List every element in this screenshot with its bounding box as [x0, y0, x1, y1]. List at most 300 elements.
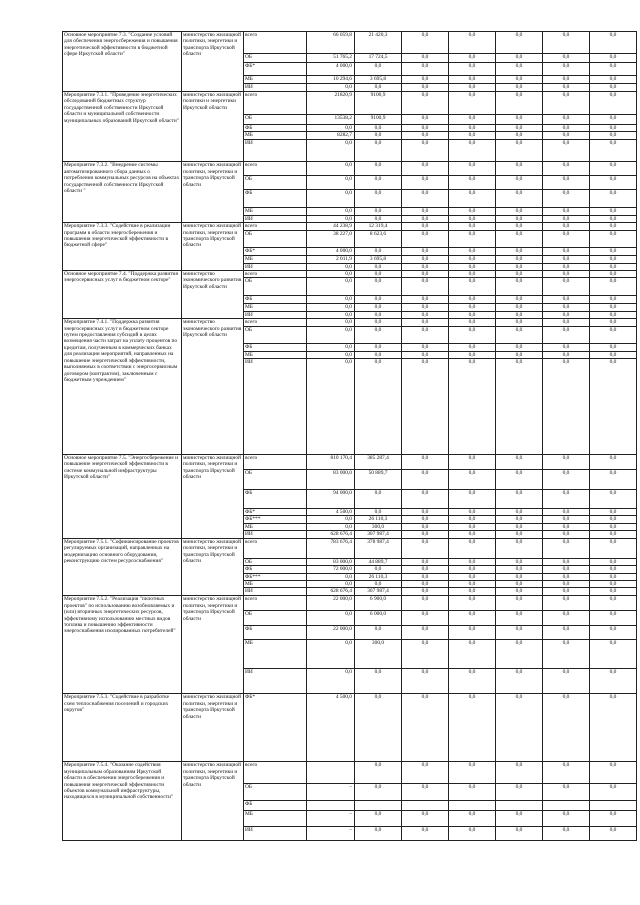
- value-cell: 0,0: [543, 132, 590, 140]
- value-cell: 21 420,3: [355, 32, 402, 54]
- value-cell: 0,0: [449, 611, 496, 626]
- value-cell: 0,0: [590, 231, 637, 248]
- executor-cell: министерство жилищной политики, энергетики и транспорта Иркутской области: [182, 596, 244, 694]
- value-cell: 0,0: [590, 558, 637, 565]
- value-cell: 0,0: [402, 223, 449, 231]
- funding-source-cell: МБ: [244, 523, 307, 530]
- budget-table: [62, 31, 637, 841]
- value-cell: 0,0: [402, 566, 449, 573]
- value-cell: 0,0: [590, 588, 637, 596]
- value-cell: 0,0: [496, 811, 543, 827]
- funding-source-cell: всего: [244, 271, 307, 278]
- value-cell: 0,0: [355, 319, 402, 326]
- value-cell: 0,0: [496, 762, 543, 784]
- value-cell: 0,0: [402, 626, 449, 640]
- value-cell: 0,0: [543, 523, 590, 530]
- funding-source-cell: ИИ: [244, 263, 307, 270]
- value-cell: 0,0: [543, 596, 590, 611]
- value-cell: 0,0: [543, 63, 590, 76]
- value-cell: 0,0: [307, 208, 355, 215]
- value-cell: 0,0: [543, 296, 590, 304]
- value-cell: 0,0: [449, 319, 496, 326]
- value-cell: 0,0: [402, 694, 449, 762]
- value-cell: 0,0: [449, 92, 496, 115]
- value-cell: 0,0: [590, 762, 637, 784]
- funding-source-cell: МБ: [244, 811, 307, 827]
- value-cell: 0,0: [402, 256, 449, 263]
- value-cell: 0,0: [590, 359, 637, 455]
- value-cell: 0,0: [590, 263, 637, 270]
- value-cell: 0,0: [449, 626, 496, 640]
- funding-source-cell: ИИ: [244, 588, 307, 596]
- value-cell: 4 500,0: [307, 509, 355, 516]
- value-cell: 0,0: [307, 176, 355, 190]
- value-cell: 0,0: [449, 694, 496, 762]
- value-cell: 0,0: [543, 319, 590, 326]
- value-cell: 0,0: [402, 278, 449, 296]
- value-cell: 0,0: [543, 115, 590, 125]
- table-row: [63, 319, 637, 326]
- value-cell: 0,0: [402, 162, 449, 176]
- value-cell: 26 110,3: [355, 516, 402, 523]
- value-cell: 0,0: [496, 231, 543, 248]
- funding-source-cell: ФБ*: [244, 63, 307, 76]
- value-cell: 22 000,0: [307, 626, 355, 640]
- value-cell: 0,0: [590, 611, 637, 626]
- value-cell: 0,0: [402, 538, 449, 558]
- value-cell: 307 987,4: [355, 531, 402, 538]
- value-cell: [543, 801, 590, 811]
- table-row: [63, 271, 637, 278]
- executor-cell: министерство жилищной политики, энергетики и транспорта Иркутской области: [182, 455, 244, 539]
- value-cell: 3 695,8: [355, 256, 402, 263]
- value-cell: 0,0: [449, 490, 496, 509]
- funding-source-cell: ФБ: [244, 626, 307, 640]
- activity-name-cell: Мероприятие 7.3.1. "Проведение энергетических обследований бюджетных структур государственной собственности Иркутской области и муниципальной собственности муниципальных образований Иркутской области": [63, 92, 182, 162]
- value-cell: 0,0: [449, 162, 496, 176]
- value-cell: 0,0: [307, 263, 355, 270]
- value-cell: 0,0: [355, 125, 402, 132]
- value-cell: 0,0: [496, 125, 543, 132]
- value-cell: 0,0: [590, 296, 637, 304]
- value-cell: 0,0: [496, 538, 543, 558]
- funding-source-cell: всего: [244, 596, 307, 611]
- value-cell: 3 695,8: [355, 76, 402, 84]
- value-cell: 0,0: [402, 32, 449, 54]
- value-cell: 0,0: [355, 326, 402, 343]
- funding-source-cell: МБ: [244, 640, 307, 669]
- funding-source-cell: ИИ: [244, 531, 307, 538]
- funding-source-cell: ОБ: [244, 115, 307, 125]
- executor-cell: министерство жилищной политики, энергетики и транспорта Иркутской области: [182, 223, 244, 271]
- value-cell: 0,0: [543, 827, 590, 841]
- funding-source-cell: ФБ: [244, 566, 307, 573]
- funding-source-cell: ИИ: [244, 359, 307, 455]
- value-cell: 26 110,3: [355, 573, 402, 580]
- value-cell: 0,0: [449, 827, 496, 841]
- value-cell: –: [307, 811, 355, 827]
- value-cell: 0,0: [449, 54, 496, 63]
- value-cell: 94 000,0: [307, 490, 355, 509]
- funding-source-cell: всего: [244, 319, 307, 326]
- value-cell: 0,0: [449, 509, 496, 516]
- value-cell: 0,0: [355, 271, 402, 278]
- value-cell: 0,0: [543, 256, 590, 263]
- value-cell: 6 000,0: [355, 611, 402, 626]
- value-cell: 0,0: [590, 490, 637, 509]
- value-cell: [402, 801, 449, 811]
- value-cell: 0,0: [402, 588, 449, 596]
- value-cell: 0,0: [402, 455, 449, 470]
- value-cell: 0,0: [590, 190, 637, 208]
- value-cell: [307, 801, 355, 811]
- activity-name-cell: Мероприятие 7.5.3. "Содействие в разработке схем теплоснабжения поселений и городских округов": [63, 694, 182, 762]
- value-cell: 628 676,4: [307, 531, 355, 538]
- value-cell: 0,0: [590, 669, 637, 694]
- value-cell: 0,0: [402, 359, 449, 455]
- value-cell: 0,0: [590, 784, 637, 801]
- executor-cell: министерство жилищной политики, энергетики и транспорта Иркутской области: [182, 538, 244, 596]
- value-cell: 0,0: [496, 640, 543, 669]
- value-cell: 0,0: [543, 162, 590, 176]
- value-cell: 0,0: [449, 304, 496, 311]
- value-cell: 0,0: [590, 470, 637, 490]
- value-cell: 0,0: [402, 319, 449, 326]
- value-cell: [496, 801, 543, 811]
- value-cell: 0,0: [543, 573, 590, 580]
- value-cell: 0,0: [402, 76, 449, 84]
- value-cell: 0,0: [402, 596, 449, 611]
- table-row: [63, 92, 637, 115]
- value-cell: 0,0: [355, 509, 402, 516]
- value-cell: 0,0: [355, 762, 402, 784]
- value-cell: 0,0: [355, 490, 402, 509]
- funding-source-cell: ОБ: [244, 611, 307, 626]
- value-cell: 0,0: [449, 256, 496, 263]
- value-cell: 0,0: [355, 359, 402, 455]
- value-cell: 0,0: [449, 516, 496, 523]
- value-cell: 0,0: [496, 271, 543, 278]
- funding-source-cell: всего: [244, 223, 307, 231]
- value-cell: 0,0: [402, 558, 449, 565]
- value-cell: 0,0: [543, 811, 590, 827]
- value-cell: 0,0: [449, 63, 496, 76]
- value-cell: 0,0: [496, 248, 543, 256]
- funding-source-cell: ИИ: [244, 311, 307, 318]
- funding-source-cell: ФБ*: [244, 509, 307, 516]
- value-cell: 0,0: [402, 296, 449, 304]
- value-cell: 0,0: [543, 611, 590, 626]
- value-cell: 0,0: [355, 626, 402, 640]
- table-body: [63, 32, 637, 841]
- activity-name-cell: Основное мероприятие 7.3. "Создание условий для обеспечения энергосбережения и повышения энергетической эффективности в бюджетной сфере Иркутской области": [63, 32, 182, 92]
- value-cell: 0,0: [449, 215, 496, 222]
- value-cell: 0,0: [543, 248, 590, 256]
- value-cell: 0,0: [402, 125, 449, 132]
- value-cell: 0,0: [496, 351, 543, 358]
- value-cell: 12 319,4: [355, 223, 402, 231]
- funding-source-cell: ИИ: [244, 827, 307, 841]
- funding-source-cell: ФБ: [244, 801, 307, 811]
- value-cell: 0,0: [590, 208, 637, 215]
- funding-source-cell: ФБ***: [244, 573, 307, 580]
- funding-source-cell: ФБ***: [244, 516, 307, 523]
- value-cell: –: [307, 784, 355, 801]
- value-cell: 0,0: [449, 84, 496, 92]
- value-cell: 0,0: [307, 359, 355, 455]
- value-cell: 0,0: [496, 596, 543, 611]
- value-cell: 0,0: [543, 32, 590, 54]
- value-cell: 66 059,8: [307, 32, 355, 54]
- value-cell: 0,0: [496, 319, 543, 326]
- value-cell: 0,0: [590, 140, 637, 162]
- funding-source-cell: ОБ: [244, 176, 307, 190]
- value-cell: 0,0: [449, 296, 496, 304]
- value-cell: 0,0: [355, 304, 402, 311]
- value-cell: 0,0: [402, 640, 449, 669]
- executor-cell: министерство жилищной политики, энергетики и транспорта Иркутской области: [182, 32, 244, 92]
- value-cell: 0,0: [590, 162, 637, 176]
- funding-source-cell: ФБ*: [244, 694, 307, 762]
- value-cell: 8 623,6: [355, 231, 402, 248]
- funding-source-cell: ФБ: [244, 296, 307, 304]
- value-cell: 0,0: [402, 176, 449, 190]
- value-cell: 0,0: [543, 304, 590, 311]
- value-cell: 0,0: [402, 140, 449, 162]
- value-cell: 0,0: [496, 304, 543, 311]
- value-cell: 0,0: [496, 54, 543, 63]
- funding-source-cell: ОБ: [244, 54, 307, 63]
- value-cell: 0,0: [543, 558, 590, 565]
- value-cell: 0,0: [449, 223, 496, 231]
- value-cell: 0,0: [590, 566, 637, 573]
- value-cell: 0,0: [307, 343, 355, 351]
- value-cell: 300,0: [355, 523, 402, 530]
- value-cell: 0,0: [590, 811, 637, 827]
- value-cell: 0,0: [543, 588, 590, 596]
- value-cell: 0,0: [307, 271, 355, 278]
- value-cell: 0,0: [496, 63, 543, 76]
- value-cell: 0,0: [355, 208, 402, 215]
- value-cell: 0,0: [590, 92, 637, 115]
- funding-source-cell: ФБ: [244, 343, 307, 351]
- value-cell: 0,0: [496, 470, 543, 490]
- value-cell: 0,0: [543, 231, 590, 248]
- value-cell: [307, 762, 355, 784]
- value-cell: 44 238,9: [307, 223, 355, 231]
- value-cell: 0,0: [307, 640, 355, 669]
- value-cell: 0,0: [496, 694, 543, 762]
- value-cell: 0,0: [402, 311, 449, 318]
- executor-cell: министерство жилищной политики, энергетики и транспорта Иркутской области: [182, 762, 244, 841]
- value-cell: 0,0: [307, 278, 355, 296]
- value-cell: 0,0: [355, 694, 402, 762]
- value-cell: 0,0: [355, 351, 402, 358]
- value-cell: 0,0: [590, 63, 637, 76]
- funding-source-cell: ОБ: [244, 470, 307, 490]
- value-cell: 0,0: [590, 125, 637, 132]
- value-cell: 0,0: [402, 304, 449, 311]
- value-cell: 38 227,0: [307, 231, 355, 248]
- value-cell: 0,0: [402, 509, 449, 516]
- value-cell: 51 765,2: [307, 54, 355, 63]
- value-cell: 0,0: [449, 558, 496, 565]
- value-cell: 0,0: [355, 190, 402, 208]
- value-cell: 0,0: [496, 558, 543, 565]
- value-cell: 0,0: [449, 271, 496, 278]
- table-row: [63, 455, 637, 470]
- value-cell: 0,0: [355, 176, 402, 190]
- executor-cell: министерство жилищной политики и энергетики Иркутской области: [182, 92, 244, 162]
- activity-name-cell: Мероприятие 7.5.4. "Оказание содействия муниципальным образованиям Иркутской области в обеспечении энергосбережения и повышения энергетической эффективности объектов коммунальной инфраструктуры, находящихся в муниципальной собственности": [63, 762, 182, 841]
- value-cell: 0,0: [543, 125, 590, 132]
- value-cell: 628 676,4: [307, 588, 355, 596]
- value-cell: 0,0: [496, 92, 543, 115]
- value-cell: 0,0: [496, 516, 543, 523]
- value-cell: 0,0: [402, 351, 449, 358]
- value-cell: 9100,9: [355, 92, 402, 115]
- value-cell: 0,0: [496, 76, 543, 84]
- funding-source-cell: всего: [244, 92, 307, 115]
- funding-source-cell: всего: [244, 162, 307, 176]
- value-cell: 0,0: [543, 640, 590, 669]
- table-row: [63, 32, 637, 54]
- value-cell: 0,0: [543, 531, 590, 538]
- funding-source-cell: всего: [244, 455, 307, 470]
- value-cell: 0,0: [543, 694, 590, 762]
- value-cell: 0,0: [449, 32, 496, 54]
- activity-name-cell: Мероприятие 7.5.1. "Софинансирование проектов регулируемых организаций, направленных на модернизацию основного оборудования, реконструкцию систем ресурсоснабжения": [63, 538, 182, 596]
- value-cell: 0,0: [307, 326, 355, 343]
- value-cell: 0,0: [449, 359, 496, 455]
- value-cell: 0,0: [496, 215, 543, 222]
- value-cell: 0,0: [402, 523, 449, 530]
- value-cell: 0,0: [590, 132, 637, 140]
- value-cell: 0,0: [307, 140, 355, 162]
- value-cell: 0,0: [590, 54, 637, 63]
- value-cell: 0,0: [307, 523, 355, 530]
- executor-cell: министерство жилищной политики, энергетики и транспорта Иркутской области: [182, 694, 244, 762]
- value-cell: 0,0: [496, 115, 543, 125]
- value-cell: 0,0: [449, 343, 496, 351]
- value-cell: 0,0: [590, 694, 637, 762]
- value-cell: 0,0: [402, 531, 449, 538]
- value-cell: 0,0: [355, 343, 402, 351]
- value-cell: 0,0: [543, 326, 590, 343]
- value-cell: 0,0: [355, 278, 402, 296]
- value-cell: 0,0: [307, 125, 355, 132]
- value-cell: 783 676,4: [307, 538, 355, 558]
- activity-name-cell: Мероприятие 7.3.2. "Внедрение системы автоматизированного сбора данных о потреблении коммунальных ресурсов на объектах государственной собственности Иркутской области ": [63, 162, 182, 223]
- value-cell: 0,0: [402, 326, 449, 343]
- funding-source-cell: всего: [244, 538, 307, 558]
- value-cell: 0,0: [449, 784, 496, 801]
- value-cell: 0,0: [402, 215, 449, 222]
- value-cell: 0,0: [496, 140, 543, 162]
- value-cell: 0,0: [543, 92, 590, 115]
- value-cell: [449, 801, 496, 811]
- value-cell: 0,0: [590, 531, 637, 538]
- value-cell: 0,0: [496, 573, 543, 580]
- value-cell: 0,0: [402, 132, 449, 140]
- activity-name-cell: Мероприятие 7.5.2. "Реализация "пилотных проектов" по использованию возобновляемых и (или) вторичных энергетических ресурсов, эффективному использованию местных видов топлива и повышению эффективности энергоснабжения изолированных потребителей": [63, 596, 182, 694]
- value-cell: 0,0: [307, 84, 355, 92]
- value-cell: 0,0: [449, 573, 496, 580]
- value-cell: 83 000,0: [307, 558, 355, 565]
- value-cell: 0,0: [449, 248, 496, 256]
- value-cell: 0,0: [543, 54, 590, 63]
- value-cell: 0,0: [355, 263, 402, 270]
- value-cell: 0,0: [449, 115, 496, 125]
- value-cell: 0,0: [496, 256, 543, 263]
- value-cell: 72 000,0: [307, 566, 355, 573]
- value-cell: 50 889,7: [355, 470, 402, 490]
- value-cell: 0,0: [496, 611, 543, 626]
- funding-source-cell: ОБ: [244, 231, 307, 248]
- value-cell: 0,0: [449, 580, 496, 587]
- value-cell: 0,0: [496, 162, 543, 176]
- value-cell: 0,0: [402, 811, 449, 827]
- value-cell: 0,0: [496, 208, 543, 215]
- value-cell: 0,0: [543, 516, 590, 523]
- value-cell: 0,0: [355, 811, 402, 827]
- value-cell: 0,0: [307, 215, 355, 222]
- funding-source-cell: МБ: [244, 208, 307, 215]
- value-cell: 0,0: [449, 263, 496, 270]
- value-cell: 0,0: [496, 326, 543, 343]
- funding-source-cell: всего: [244, 762, 307, 784]
- value-cell: 0,0: [307, 162, 355, 176]
- value-cell: 0,0: [307, 304, 355, 311]
- value-cell: 0,0: [449, 538, 496, 558]
- activity-name-cell: Основное мероприятие 7.4. "Поддержка развития энергосервисных услуг в бюджетном секторе": [63, 271, 182, 319]
- value-cell: 0,0: [355, 669, 402, 694]
- value-cell: 0,0: [590, 248, 637, 256]
- value-cell: 0,0: [402, 115, 449, 125]
- value-cell: 0,0: [590, 84, 637, 92]
- value-cell: 0,0: [590, 311, 637, 318]
- activity-name-cell: Основное мероприятие 7.5. "Энергосбережение и повышение энергетической эффективности в системе коммунальной инфраструктуры Иркутской области": [63, 455, 182, 539]
- value-cell: 300,0: [355, 640, 402, 669]
- value-cell: 0,0: [543, 176, 590, 190]
- value-cell: 0,0: [449, 326, 496, 343]
- value-cell: 0,0: [496, 566, 543, 573]
- value-cell: 0,0: [590, 827, 637, 841]
- executor-cell: министерство экономического развития Иркутской области: [182, 319, 244, 455]
- funding-source-cell: МБ: [244, 580, 307, 587]
- value-cell: 0,0: [402, 208, 449, 215]
- value-cell: 0,0: [355, 215, 402, 222]
- value-cell: 0,0: [590, 76, 637, 84]
- value-cell: 0,0: [355, 63, 402, 76]
- value-cell: 0,0: [590, 343, 637, 351]
- value-cell: 0,0: [449, 811, 496, 827]
- value-cell: 0,0: [307, 669, 355, 694]
- value-cell: 0,0: [590, 304, 637, 311]
- table-row: [63, 162, 637, 176]
- value-cell: 0,0: [543, 215, 590, 222]
- value-cell: 0,0: [543, 278, 590, 296]
- value-cell: 0,0: [496, 223, 543, 231]
- value-cell: [355, 801, 402, 811]
- value-cell: 0,0: [355, 311, 402, 318]
- funding-source-cell: МБ: [244, 304, 307, 311]
- value-cell: 0,0: [402, 63, 449, 76]
- funding-source-cell: МБ: [244, 76, 307, 84]
- funding-source-cell: ОБ: [244, 326, 307, 343]
- value-cell: 0,0: [543, 359, 590, 455]
- value-cell: 0,0: [543, 208, 590, 215]
